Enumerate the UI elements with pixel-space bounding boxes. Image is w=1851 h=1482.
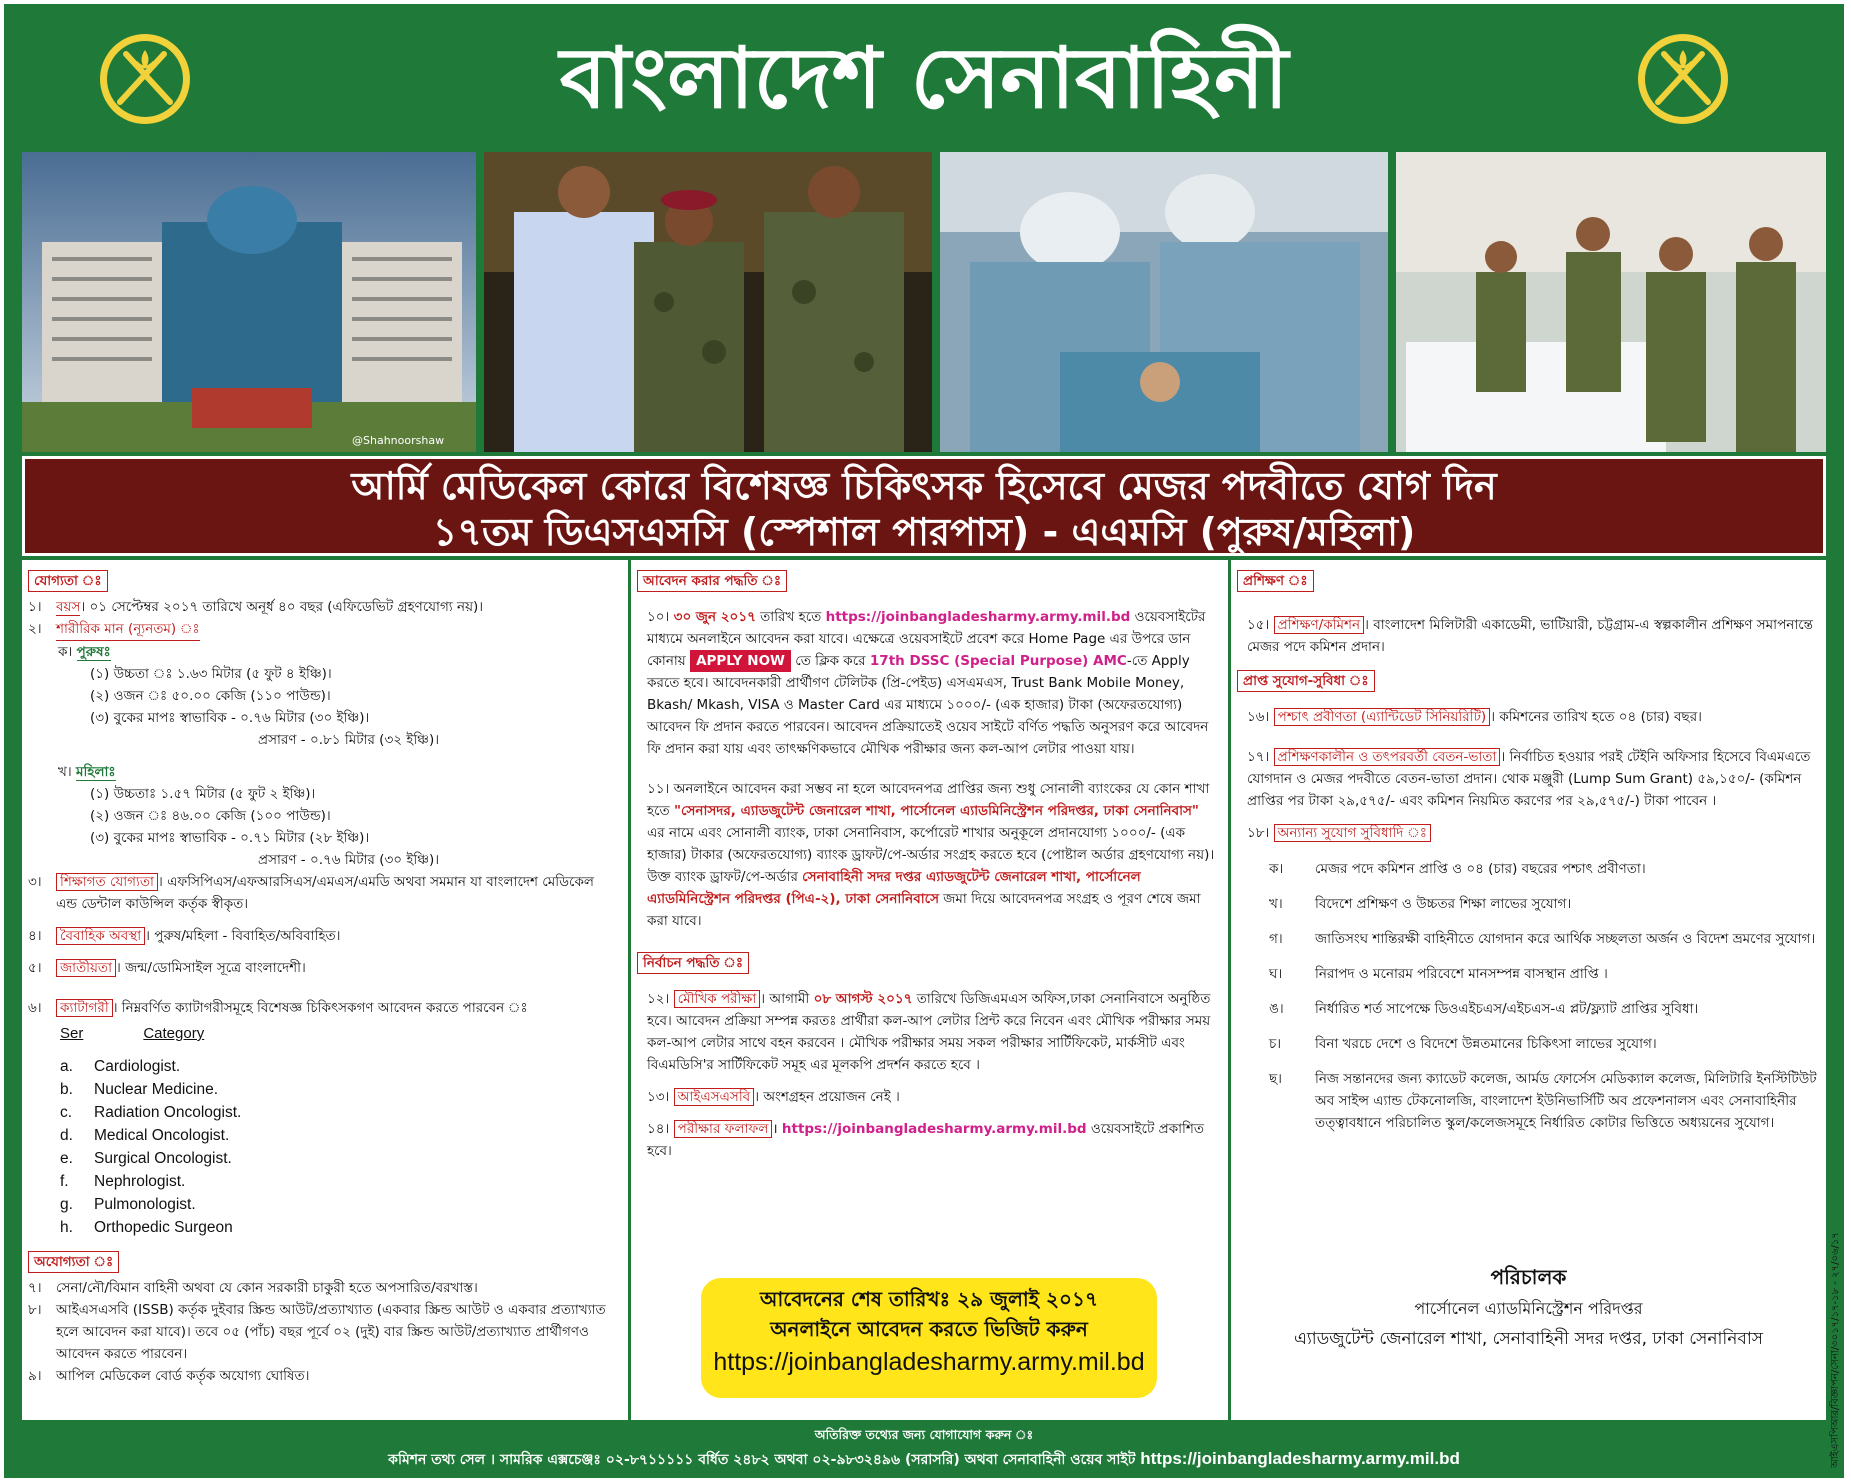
headline-banner — [22, 456, 1826, 556]
male-weight: (২) ওজন ঃ ৫০.০০ কেজি (১১০ পাউন্ড)। — [90, 688, 331, 704]
benefits-heading: প্রাপ্ত সুযোগ-সুবিধা ঃ — [1237, 670, 1375, 692]
list-item: f. Nephrologist. — [60, 1173, 186, 1190]
signature-line-1: পার্সোনেল এ্যাডমিনিস্ট্রেশন পরিদপ্তর — [1414, 1299, 1643, 1318]
rank-ceremony-photo — [484, 152, 932, 452]
marital-item: ৪। বৈবাহিক অবস্থা । পুরুষ/মহিলা - বিবাহিত/অবিবাহিত। — [28, 928, 341, 944]
selection-para-13: ১৩। আইএসএসবি । অংশগ্রহন প্রয়োজন নেই । — [647, 1089, 900, 1105]
female-chest-expanded: প্রসারণ - ০.৭৬ মিটার (৩০ ইঞ্চি)। — [258, 852, 440, 868]
list-item: c. Radiation Oncologist. — [60, 1104, 242, 1121]
training-para-15: ১৫। প্রশিক্ষণ/কমিশন । বাংলাদেশ মিলিটারী একাডেমী, ভাটিয়ারী, চট্টগ্রাম-এ স্বল্পকালীন প্রশিক্ষণ সমাপনান্তে মেজর পদে কমিশন প্রদান। — [1247, 617, 1813, 655]
list-item: ছ। নিজ সন্তানদের জন্য ক্যাডেট কলেজ, আর্মড ফোর্সেস মেডিক্যাল কলেজ, মিলিটারি ইনস্টিটিউট অব সাইন্স এ্যান্ড টেকনোলজি, বাংলাদেশ ইউনিভার্সিটি অব প্রফেশনালস এবং সেনাবাহিনীর তত্ত্বাবধানে পরিচালিত স্কুল/কলেজসমূহে নির্ধারিত কোটার ভিত্তিতে অধ্যয়নের সুযোগ। — [1269, 1071, 1817, 1131]
selection-heading: নির্বাচন পদ্ধতি ঃ — [637, 952, 749, 974]
page-title: বাংলাদেশ সেনাবাহিনী — [559, 29, 1289, 127]
male-chest-expanded: প্রসারণ - ০.৮১ মিটার (৩২ ইঞ্চি)। — [258, 732, 440, 748]
list-item: গ। জাতিসংঘ শান্তিরক্ষী বাহিনীতে যোগদান করে আর্থিক সচ্ছলতা অর্জন ও বিদেশ ভ্রমণের সুযোগ। — [1269, 931, 1816, 947]
list-item: ঘ। নিরাপদ ও মনোরম পরিবেশে মানসম্পন্ন বাসস্থান প্রাপ্তি । — [1269, 966, 1608, 982]
headline-line-2: ১৭তম ডিএসএসসি (স্পেশাল পারপাস) - এএমসি (পুরুষ/মহিলা) — [432, 510, 1416, 554]
benefits-para-18: ১৮। অন্যান্য সুযোগ সুবিধাদি ঃ — [1237, 822, 1820, 844]
deadline-box — [701, 1278, 1157, 1398]
signature-line-2: এ্যাডজুটেন্ট জেনারেল শাখা, সেনাবাহিনী সদর দপ্তর, ঢাকা সেনানিবাস — [1293, 1329, 1764, 1349]
list-item: d. Medical Oncologist. — [60, 1127, 230, 1144]
photo-strip — [22, 152, 1826, 452]
footer-contact-heading: অতিরিক্ত তথ্যের জন্য যোগাযোগ করুন ঃ — [814, 1427, 1034, 1442]
disqualification-heading: অযোগ্যতা ঃ — [28, 1251, 119, 1273]
eligibility-column — [22, 560, 622, 1420]
publication-code: আইএসপিআর/বিজ্ঞাপন/সেনা/৩০১৭/১৭-১৮ - ২৭/০৬/১৭ — [1830, 1232, 1841, 1468]
list-item: ক। মেজর পদে কমিশন প্রাপ্তি ও ০৪ (চার) বছরের পশ্চাৎ প্রবীণতা। — [1269, 861, 1646, 877]
benefits-para-17: ১৭। প্রশিক্ষণকালীন ও তৎপরবর্তী বেতন-ভাতা । নির্বাচিত হওয়ার পরই টেইনি অফিসার হিসেবে বিএমএতে যোগদান ও মেজর পদবীতে বেতন-ভাতা প্রদান। থোক মঞ্জুরী (Lump Sum Grant) ৫৯,১৫০/- (কমিশন প্রাপ্তির পর টাকা ২৯,৫৭৫/- এবং কমিশন নিয়মিত করণের পর ২৯,৫৭৫/-) টাকা পাবেন । — [1247, 749, 1811, 809]
list-item: b. Nuclear Medicine. — [60, 1081, 219, 1098]
list-item: চ। বিনা খরচে দেশে ও বিদেশে উন্নতমানের চিকিৎসা লাভের সুযোগ। — [1269, 1036, 1657, 1052]
eligibility-heading: যোগ্যতা ঃ — [28, 570, 108, 592]
hospital-building-photo — [22, 152, 476, 452]
footer-website-link[interactable]: https://joinbangladesharmy.army.mil.bd — [1140, 1449, 1460, 1468]
list-item: e. Surgical Oncologist. — [60, 1150, 232, 1167]
application-para-11: ১১। অনলাইনে আবেদন করা সম্ভব না হলে আবেদনপত্র প্রাপ্তির জন্য শুধু সোনালী ব্যাংকের যে কোন শাখা হতে "সেনাসদর, এ্যাডজুটেন্ট জেনারেল শাখা, পার্সোনেল এ্যাডমিনিস্ট্রেশন পরিদপ্তর, ঢাকা সেনানিবাস" এর নামে এবং সোনালী ব্যাংক, ঢাকা সেনানিবাস, কর্পোরেট শাখার অনুকূলে প্রদানযোগ্য ১০০০/- (এক হাজার) টাকার (অফেরতযোগ্য) ব্যাংক ড্রাফট/পে-অর্ডার সংগ্রহ করতে হবে (পোষ্টাল অর্ডার গ্রহণযোগ্য নয়)। উক্ত ব্যাংক ড্রাফট/পে-অর্ডার সেনাবাহিনী সদর দপ্তর এ্যাডজুটেন্ট জেনারেল শাখা, পার্সোনেল এ্যাডমিনিস্ট্রেশন পরিদপ্তর (পিএ-২), ঢাকা সেনানিবাসে জমা দিয়ে আবেদনপত্র সংগ্রহ ও পূরণ শেষে জমা করা যাবে। — [647, 781, 1215, 929]
list-item: a. Cardiologist. — [60, 1058, 181, 1075]
nationality-item: ৫। জাতীয়তা । জন্ম/ডোমিসাইল সূত্রে বাংলাদেশী। — [28, 960, 306, 976]
results-link[interactable]: https://joinbangladesharmy.army.mil.bd — [781, 1121, 1087, 1137]
female-weight: (২) ওজন ঃ ৪৬.০০ কেজি (১০০ পাউন্ড)। — [90, 808, 331, 824]
disqualification-item: ৭। সেনা/নৌ/বিমান বাহিনী অথবা যে কোন সরকারী চাকুরী হতে অপসারিত/বরখাস্ত। — [28, 1280, 478, 1296]
photo-watermark: @Shahnoorshaw — [352, 434, 445, 447]
disqualification-item: ৯। আপিল মেডিকেল বোর্ড কর্তৃক অযোগ্য ঘোষিত। — [28, 1368, 310, 1384]
list-item: ঙ। নির্ধারিত শর্ত সাপেক্ষে ডিওএইচএস/এইচএস-এ প্লট/ফ্ল্যাট প্রাপ্তির সুবিধা। — [1269, 1001, 1699, 1017]
signature-title: পরিচালক — [1490, 1265, 1567, 1289]
deadline-visit-text: অনলাইনে আবেদন করতে ভিজিট করুন — [770, 1317, 1088, 1341]
list-item: h. Orthopedic Surgeon — [60, 1219, 233, 1236]
header — [4, 4, 1844, 150]
benefits-para-16: ১৬। পশ্চাৎ প্রবীণতা (এ্যান্টিডেট সিনিয়রিটি) । কমিশনের তারিখ হতে ০৪ (চার) বছর। — [1247, 709, 1702, 725]
male-label-row: ক। পুরুষঃ — [58, 644, 111, 660]
footer — [4, 1422, 1844, 1478]
application-column — [628, 560, 1222, 1420]
physical-item: ২। শারীরিক মান (ন্যূনতম) ঃ — [28, 618, 616, 641]
website-link[interactable]: https://joinbangladesharmy.army.mil.bd — [825, 609, 1131, 625]
disqualification-item: ৮। আইএসএসবি (ISSB) কর্তৃক দুইবার স্ক্রিন্ড আউট/প্রত্যাখ্যাত (একবার স্ক্রিন্ড আউট ও একবার প্রত্যাখ্যাত হলে আবেদন করা যাবে)। তবে ০৫ (পাঁচ) বছর পূর্বে ০২ (দুই) বার স্ক্রিন্ড আউট/প্রত্যাখ্যাত প্রার্থীগণও আবেদন করতে পারবেন। — [28, 1302, 606, 1362]
footer-contact-line: কমিশন তথ্য সেল । সামরিক এক্সচেঞ্জঃ ০২-৮৭১১১১১ বর্ধিত ২৪৮২ অথবা ০২-৯৮৩২৪৯৬ (সরাসরি) অথবা সেনাবাহিনী ওয়েব সাইট https://joinbangladesharmy.army.mil.bd — [388, 1449, 1460, 1468]
male-chest: (৩) বুকের মাপঃ স্বাভাবিক - ০.৭৬ মিটার (৩০ ইঞ্চি)। — [90, 710, 370, 726]
category-item: ৬। ক্যাটাগরী । নিম্নবর্ণিত ক্যাটাগরীসমূহে বিশেষজ্ঞ চিকিৎসকগণ আবেদন করতে পারবেন ঃ — [28, 1000, 528, 1016]
surgery-photo — [940, 152, 1388, 452]
apply-now-badge: APPLY NOW — [690, 650, 791, 672]
list-item: g. Pulmonologist. — [60, 1196, 196, 1213]
education-item: ৩। শিক্ষাগত যোগ্যতা । এফসিপিএস/এফআরসিএস/এমএস/এমডি অথবা সমমান যা বাংলাদেশ মেডিকেল এন্ড ডেন্টাল কাউন্সিল কর্তৃক স্বীকৃত। — [28, 874, 594, 912]
content-area — [22, 560, 1826, 1420]
training-heading: প্রশিক্ষণ ঃ — [1237, 570, 1314, 592]
female-chest: (৩) বুকের মাপঃ স্বাভাবিক - ০.৭১ মিটার (২৮ ইঞ্চি)। — [90, 830, 370, 846]
male-height: (১) উচ্চতা ঃ ১.৬৩ মিটার (৫ ফুট ৪ ইঞ্চি)। — [90, 666, 332, 682]
selection-para-12: ১২। মৌখিক পরীক্ষা । আগামী ০৮ আগস্ট ২০১৭ তারিখে ডিজিএমএস অফিস,ঢাকা সেনানিবাসে অনুষ্ঠিত হবে। আবেদন প্রক্রিয়া সম্পন্ন করতঃ প্রার্থীরা কল-আপ লেটার প্রিন্ট করে নিবেন এবং মৌখিক পরীক্ষার সময় কল-আপ লেটার সাথে বহন করবেন । মৌখিক পরীক্ষার সময় সকল পরীক্ষার সার্টিফিকেট, মার্কসীট এবং বিএমডিসি'র সার্টিফিকেট সমূহ এর মূলকপি প্রদর্শন করতে হবে । — [647, 991, 1211, 1073]
headline-line-1: আর্মি মেডিকেল কোরে বিশেষজ্ঞ চিকিৎসক হিসেবে মেজর পদবীতে যোগ দিন — [351, 464, 1497, 508]
signature-block — [1231, 1260, 1826, 1354]
poster-frame — [4, 4, 1844, 1478]
list-item: খ। বিদেশে প্রশিক্ষণ ও উচ্চতর শিক্ষা লাভের সুযোগ। — [1269, 896, 1572, 912]
category-table-header: Ser Category — [60, 1025, 205, 1042]
deadline-date: আবেদনের শেষ তারিখঃ ২৯ জুলাই ২০১৭ — [759, 1287, 1099, 1311]
deadline-url-link[interactable]: https://joinbangladesharmy.army.mil.bd — [713, 1348, 1145, 1376]
physical-label: শারীরিক মান (ন্যূনতম) ঃ — [56, 618, 200, 641]
age-label: বয়স — [56, 599, 81, 615]
training-benefits-column — [1228, 560, 1826, 1420]
hospital-ward-photo — [1396, 152, 1826, 452]
application-heading: আবেদন করার পদ্ধতি ঃ — [637, 570, 787, 592]
female-height: (১) উচ্চতাঃ ১.৫৭ মিটার (৫ ফুট ২ ইঞ্চি)। — [90, 786, 316, 802]
female-label-row: খ। মহিলাঃ — [58, 764, 116, 780]
army-crest-icon — [98, 32, 192, 126]
selection-para-14: ১৪। পরীক্ষার ফলাফল । https://joinbangladesharmy.army.mil.bd ওয়েবসাইটে প্রকাশিত হবে। — [647, 1121, 1205, 1159]
army-crest-icon — [1636, 32, 1730, 126]
age-item: ১। বয়স। ০১ সেপ্টেম্বর ২০১৭ তারিখে অনূর্ধ ৪০ বছর (এফিডেভিট গ্রহণযোগ্য নয়)। — [28, 599, 484, 615]
category-list — [28, 1055, 616, 1239]
application-para-10: ১০। ৩০ জুন ২০১৭ তারিখ হতে https://joinbangladesharmy.army.mil.bd ওয়েবসাইটের মাধ্যমে অনলাইনে আবেদন করা যাবে। এক্ষেত্রে ওয়েবসাইটে প্রবেশ করে Home Page এর উপরে ডান কোনায় APPLY NOW তে ক্লিক করে 17th DSSC (Special Purpose) AMC-তে Apply করতে হবে। আবেদনকারী প্রার্থীগণ টেলিটক (প্রি-পেইড) এসএমএস, Trust Bank Mobile Money, Bkash/ Mkash, VISA ও Master Card এর মাধ্যমে ১০০০/- (এক হাজার) টাকা (অফেরতযোগ্য) আবেদন ফি প্রদান করতে পারবেন। আবেদন প্রক্রিয়াতেই ওয়েব সাইটে বর্ণিত পদ্ধতি অনুসরণ করে আবেদন ফি প্রদান করা যায় এবং তাৎক্ষণিকভাবে মৌখিক পরীক্ষার জন্য কল-আপ লেটার পাওয়া যায়। — [647, 609, 1209, 757]
